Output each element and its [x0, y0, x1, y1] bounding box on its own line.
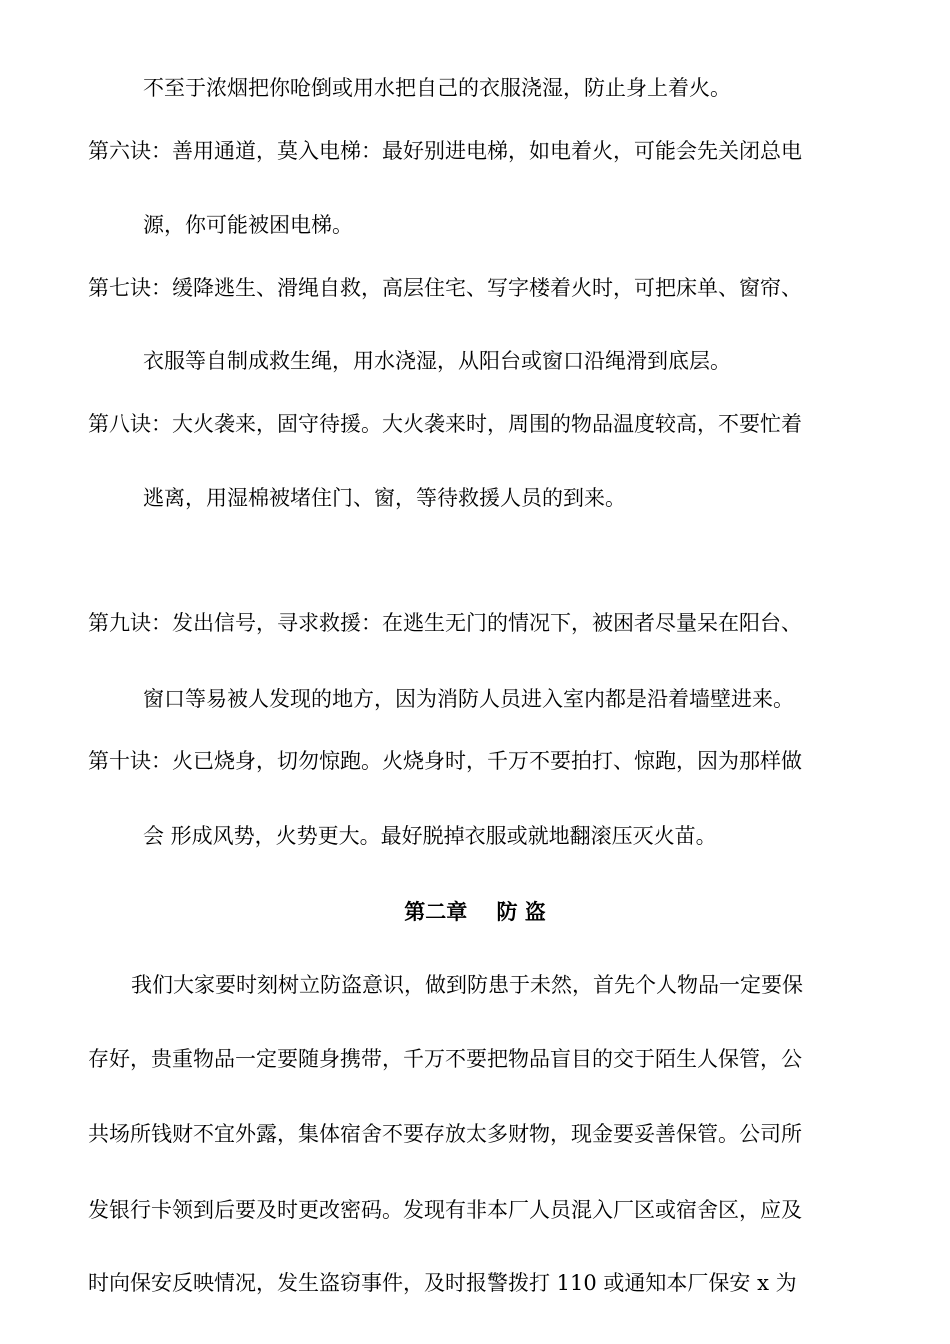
rule-eight-line-1: 第八诀：大火袭来，固守待援。大火袭来时，周围的物品温度较高，不要忙着 — [88, 412, 802, 436]
paragraph-line: 共场所钱财不宜外露，集体宿舍不要存放太多财物，现金要妥善保管。公司所 — [88, 1122, 802, 1146]
rule-ten-line-1: 第十诀：火已烧身，切勿惊跑。火烧身时，千万不要拍打、惊跑，因为那样做 — [88, 749, 802, 773]
paragraph-line: 我们大家要时刻树立防盗意识，做到防患于未然，首先个人物品一定要保 — [131, 973, 803, 997]
rule-six-line-1: 第六诀：善用通道，莫入电梯：最好别进电梯，如电着火，可能会先关闭总电 — [88, 139, 802, 163]
rule-seven-line-2: 衣服等自制成救生绳，用水浇湿，从阳台或窗口沿绳滑到底层。 — [143, 349, 731, 373]
rule-ten-line-2: 会 形成风势，火势更大。最好脱掉衣服或就地翻滚压灭火苗。 — [143, 824, 717, 848]
continuation-line: 不至于浓烟把你呛倒或用水把自己的衣服浇湿，防止身上着火。 — [143, 76, 731, 100]
paragraph-line: 时向保安反映情况，发生盗窃事件，及时报警拨打 110 或通知本厂保安 x 为 — [88, 1271, 797, 1295]
paragraph-line: 存好，贵重物品一定要随身携带，千万不要把物品盲目的交于陌生人保管，公 — [88, 1047, 802, 1071]
rule-nine-line-1: 第九诀：发出信号，寻求救援：在逃生无门的情况下，被困者尽量呆在阳台、 — [88, 611, 802, 635]
rule-seven-line-1: 第七诀：缓降逃生、滑绳自救，高层住宅、写字楼着火时，可把床单、窗帘、 — [88, 276, 802, 300]
rule-six-line-2: 源，你可能被困电梯。 — [143, 213, 353, 237]
chapter-heading: 第二章 防 盗 — [404, 899, 546, 924]
rule-nine-line-2: 窗口等易被人发现的地方，因为消防人员进入室内都是沿着墙壁进来。 — [143, 687, 794, 711]
rule-eight-line-2: 逃离，用湿棉被堵住门、窗，等待救援人员的到来。 — [143, 486, 626, 510]
paragraph-line: 发银行卡领到后要及时更改密码。发现有非本厂人员混入厂区或宿舍区，应及 — [88, 1198, 802, 1222]
